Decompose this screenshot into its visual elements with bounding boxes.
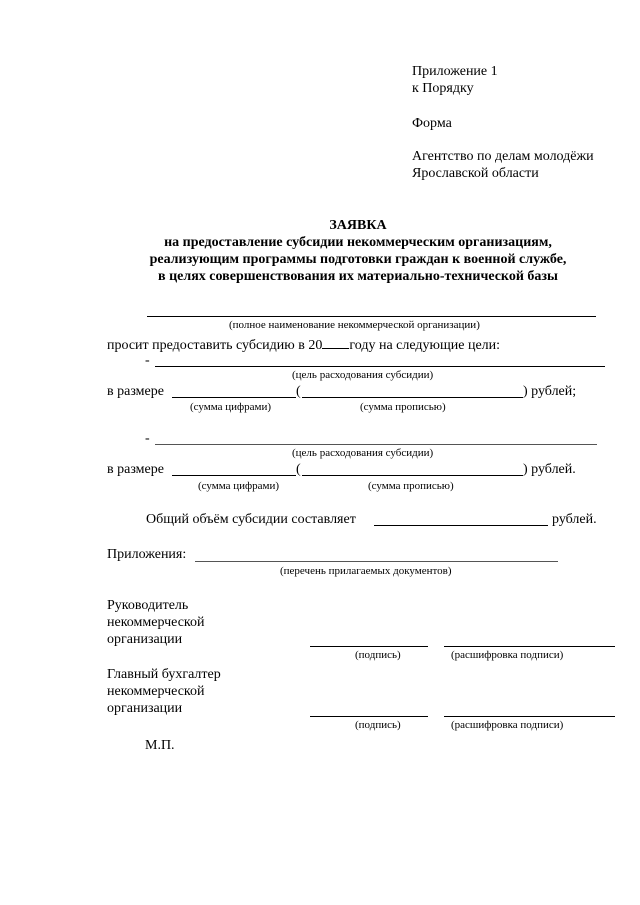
amount-1-suffix: ) рублей; xyxy=(523,384,577,399)
accountant-signature-caption: (подпись) xyxy=(355,719,401,731)
amount-2-digits-field[interactable] xyxy=(172,475,296,476)
attachments-field[interactable] xyxy=(195,561,558,562)
amount-1-prefix: в размере xyxy=(107,384,164,399)
title-line-3: в целях совершенствования их материально-технической базы xyxy=(158,269,558,284)
attachments-caption: (перечень прилагаемых документов) xyxy=(280,565,452,577)
appendix-label: Приложение 1 xyxy=(412,64,498,79)
accountant-title-line-2: некоммерческой xyxy=(107,684,205,699)
purpose-1-caption: (цель расходования субсидии) xyxy=(292,369,434,381)
accountant-title-line-1: Главный бухгалтер xyxy=(107,667,221,682)
amount-1-words-caption: (сумма прописью) xyxy=(360,401,446,413)
amount-2-words-field[interactable] xyxy=(302,475,523,476)
accountant-signature-decode-field[interactable] xyxy=(444,716,615,717)
accountant-signature-field[interactable] xyxy=(310,716,428,717)
purpose-2-dash: - xyxy=(145,431,150,446)
head-title-line-1: Руководитель xyxy=(107,598,189,613)
title-line-2: реализующим программы подготовки граждан к военной службе, xyxy=(149,252,567,267)
accountant-title-line-3: организации xyxy=(107,701,183,716)
purpose-1-dash: - xyxy=(145,353,150,368)
amount-2-words-caption: (сумма прописью) xyxy=(368,480,454,492)
amount-2-digits-caption: (сумма цифрами) xyxy=(198,480,280,492)
amount-2-suffix: ) рублей. xyxy=(523,462,576,477)
total-amount-field[interactable] xyxy=(374,525,548,526)
amount-1-digits-caption: (сумма цифрами) xyxy=(190,401,272,413)
head-signature-caption: (подпись) xyxy=(355,649,401,661)
year-field[interactable] xyxy=(322,335,349,349)
head-title-line-2: некоммерческой xyxy=(107,615,205,630)
title-line-1: на предоставление субсидии некоммерческим организациям, xyxy=(164,235,552,250)
org-name-caption: (полное наименование некоммерческой организации) xyxy=(229,319,480,331)
amount-1-words-field[interactable] xyxy=(302,397,523,398)
head-title-line-3: организации xyxy=(107,632,183,647)
amount-2-paren: ( xyxy=(296,462,301,477)
org-name-field[interactable] xyxy=(147,316,596,317)
request-text: просит предоставить субсидию в 20 году на следующие цели: xyxy=(107,335,500,354)
total-suffix: рублей. xyxy=(552,512,597,527)
document-title: ЗАЯВКА xyxy=(329,218,387,233)
agency-line-2: Ярославской области xyxy=(412,166,539,181)
head-signature-decode-field[interactable] xyxy=(444,646,615,647)
agency-line-1: Агентство по делам молодёжи xyxy=(412,149,594,164)
head-decode-caption: (расшифровка подписи) xyxy=(451,649,564,661)
to-order-label: к Порядку xyxy=(412,81,474,96)
seal-label: М.П. xyxy=(145,738,175,753)
total-text: Общий объём субсидии составляет xyxy=(146,512,356,527)
amount-1-paren: ( xyxy=(296,384,301,399)
head-signature-field[interactable] xyxy=(310,646,428,647)
purpose-2-caption: (цель расходования субсидии) xyxy=(292,447,434,459)
purpose-1-field[interactable] xyxy=(155,366,605,367)
attachments-label: Приложения: xyxy=(107,547,187,562)
purpose-2-field[interactable] xyxy=(155,444,597,445)
amount-2-prefix: в размере xyxy=(107,462,164,477)
amount-1-digits-field[interactable] xyxy=(172,397,296,398)
accountant-decode-caption: (расшифровка подписи) xyxy=(451,719,564,731)
form-label: Форма xyxy=(412,116,452,131)
